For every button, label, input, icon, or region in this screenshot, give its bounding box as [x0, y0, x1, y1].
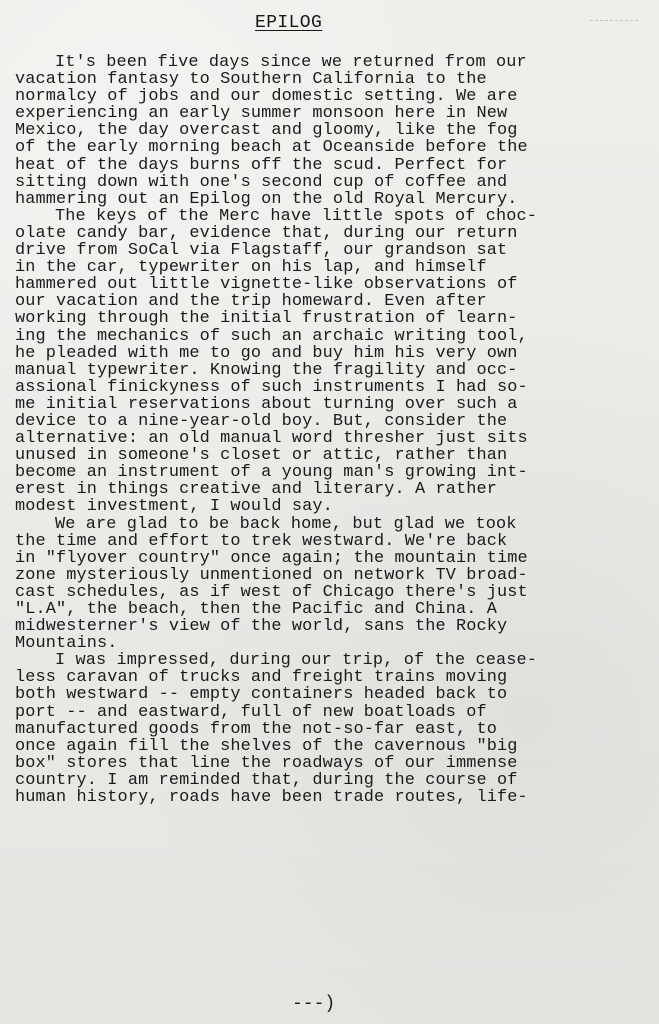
body-line: ing the mechanics of such an archaic writing tool, — [15, 326, 528, 346]
body-line: manufactured goods from the not-so-far east, to — [15, 719, 498, 739]
body-line: both westward -- empty containers headed back to — [15, 685, 508, 705]
body-line: port -- and eastward, full of new boatloads of — [15, 702, 487, 722]
body-line: Mexico, the day overcast and gloomy, like the fog — [15, 121, 518, 141]
body-line: hammered out little vignette-like observations of — [15, 275, 518, 295]
body-line: box" stores that line the roadways of our immense — [15, 753, 518, 773]
body-line: hammering out an Epilog on the old Royal Mercury. — [15, 189, 518, 209]
body-line: erest in things creative and literary. A rather — [15, 480, 498, 500]
body-line: experiencing an early summer monsoon here in New — [15, 104, 508, 124]
body-line: human history, roads have been trade routes, life- — [15, 788, 528, 808]
body-line: We are glad to be back home, but glad we took — [55, 514, 517, 534]
body-line: heat of the days burns off the scud. Perfect for — [15, 155, 508, 175]
page-title: EPILOG — [255, 13, 323, 33]
body-line: I was impressed, during our trip, of the cease- — [55, 651, 538, 671]
body-line: become an instrument of a young man's growing int- — [15, 463, 528, 483]
body-line: sitting down with one's second cup of coffee and — [15, 172, 508, 192]
body-line: olate candy bar, evidence that, during our return — [15, 223, 518, 243]
body-line: manual typewriter. Knowing the fragility and occ- — [15, 360, 518, 380]
body-line: country. I am reminded that, during the course of — [15, 770, 518, 790]
body-line: It's been five days since we returned from our — [55, 53, 527, 72]
body-line: normalcy of jobs and our domestic setting. We are — [15, 87, 518, 107]
body-line: in the car, typewriter on his lap, and himself — [15, 258, 487, 278]
body-line: modest investment, I would say. — [15, 497, 333, 517]
body-line: vacation fantasy to Southern California to the — [15, 70, 487, 90]
body-line: zone mysteriously unmentioned on network TV broad- — [15, 565, 528, 585]
paper-mark — [590, 20, 638, 22]
body-line: "L.A", the beach, then the Pacific and China. A — [15, 600, 498, 619]
typed-body — [15, 54, 647, 806]
body-line: less caravan of trucks and freight trains moving — [15, 668, 508, 688]
body-line: assional finickyness of such instruments I had so- — [15, 377, 528, 397]
body-line: alternative: an old manual word thresher just sits — [15, 429, 528, 449]
body-line: drive from SoCal via Flagstaff, our grandson sat — [15, 241, 508, 261]
body-line: unused in someone's closet or attic, rather than — [15, 446, 508, 466]
body-line: our vacation and the trip homeward. Even after — [15, 292, 487, 312]
body-line: of the early morning beach at Oceanside before the — [15, 138, 528, 158]
body-line: me initial reservations about turning over such a — [15, 394, 518, 414]
body-line: the time and effort to trek westward. We're back — [15, 531, 508, 551]
body-line: once again fill the shelves of the cavernous "big — [15, 736, 518, 756]
body-line: working through the initial frustration of learn- — [15, 309, 518, 329]
continued-mark: ---) — [292, 994, 336, 1014]
body-line: The keys of the Merc have little spots of choc- — [55, 206, 538, 226]
body-line: cast schedules, as if west of Chicago there's just — [15, 582, 528, 602]
body-line: device to a nine-year-old boy. But, consider the — [15, 411, 508, 431]
body-line: in "flyover country" once again; the mountain time — [15, 548, 528, 568]
body-line: he pleaded with me to go and buy him his very own — [15, 343, 518, 363]
body-line: Mountains. — [15, 634, 118, 654]
body-line: midwesterner's view of the world, sans the Rocky — [15, 617, 508, 637]
